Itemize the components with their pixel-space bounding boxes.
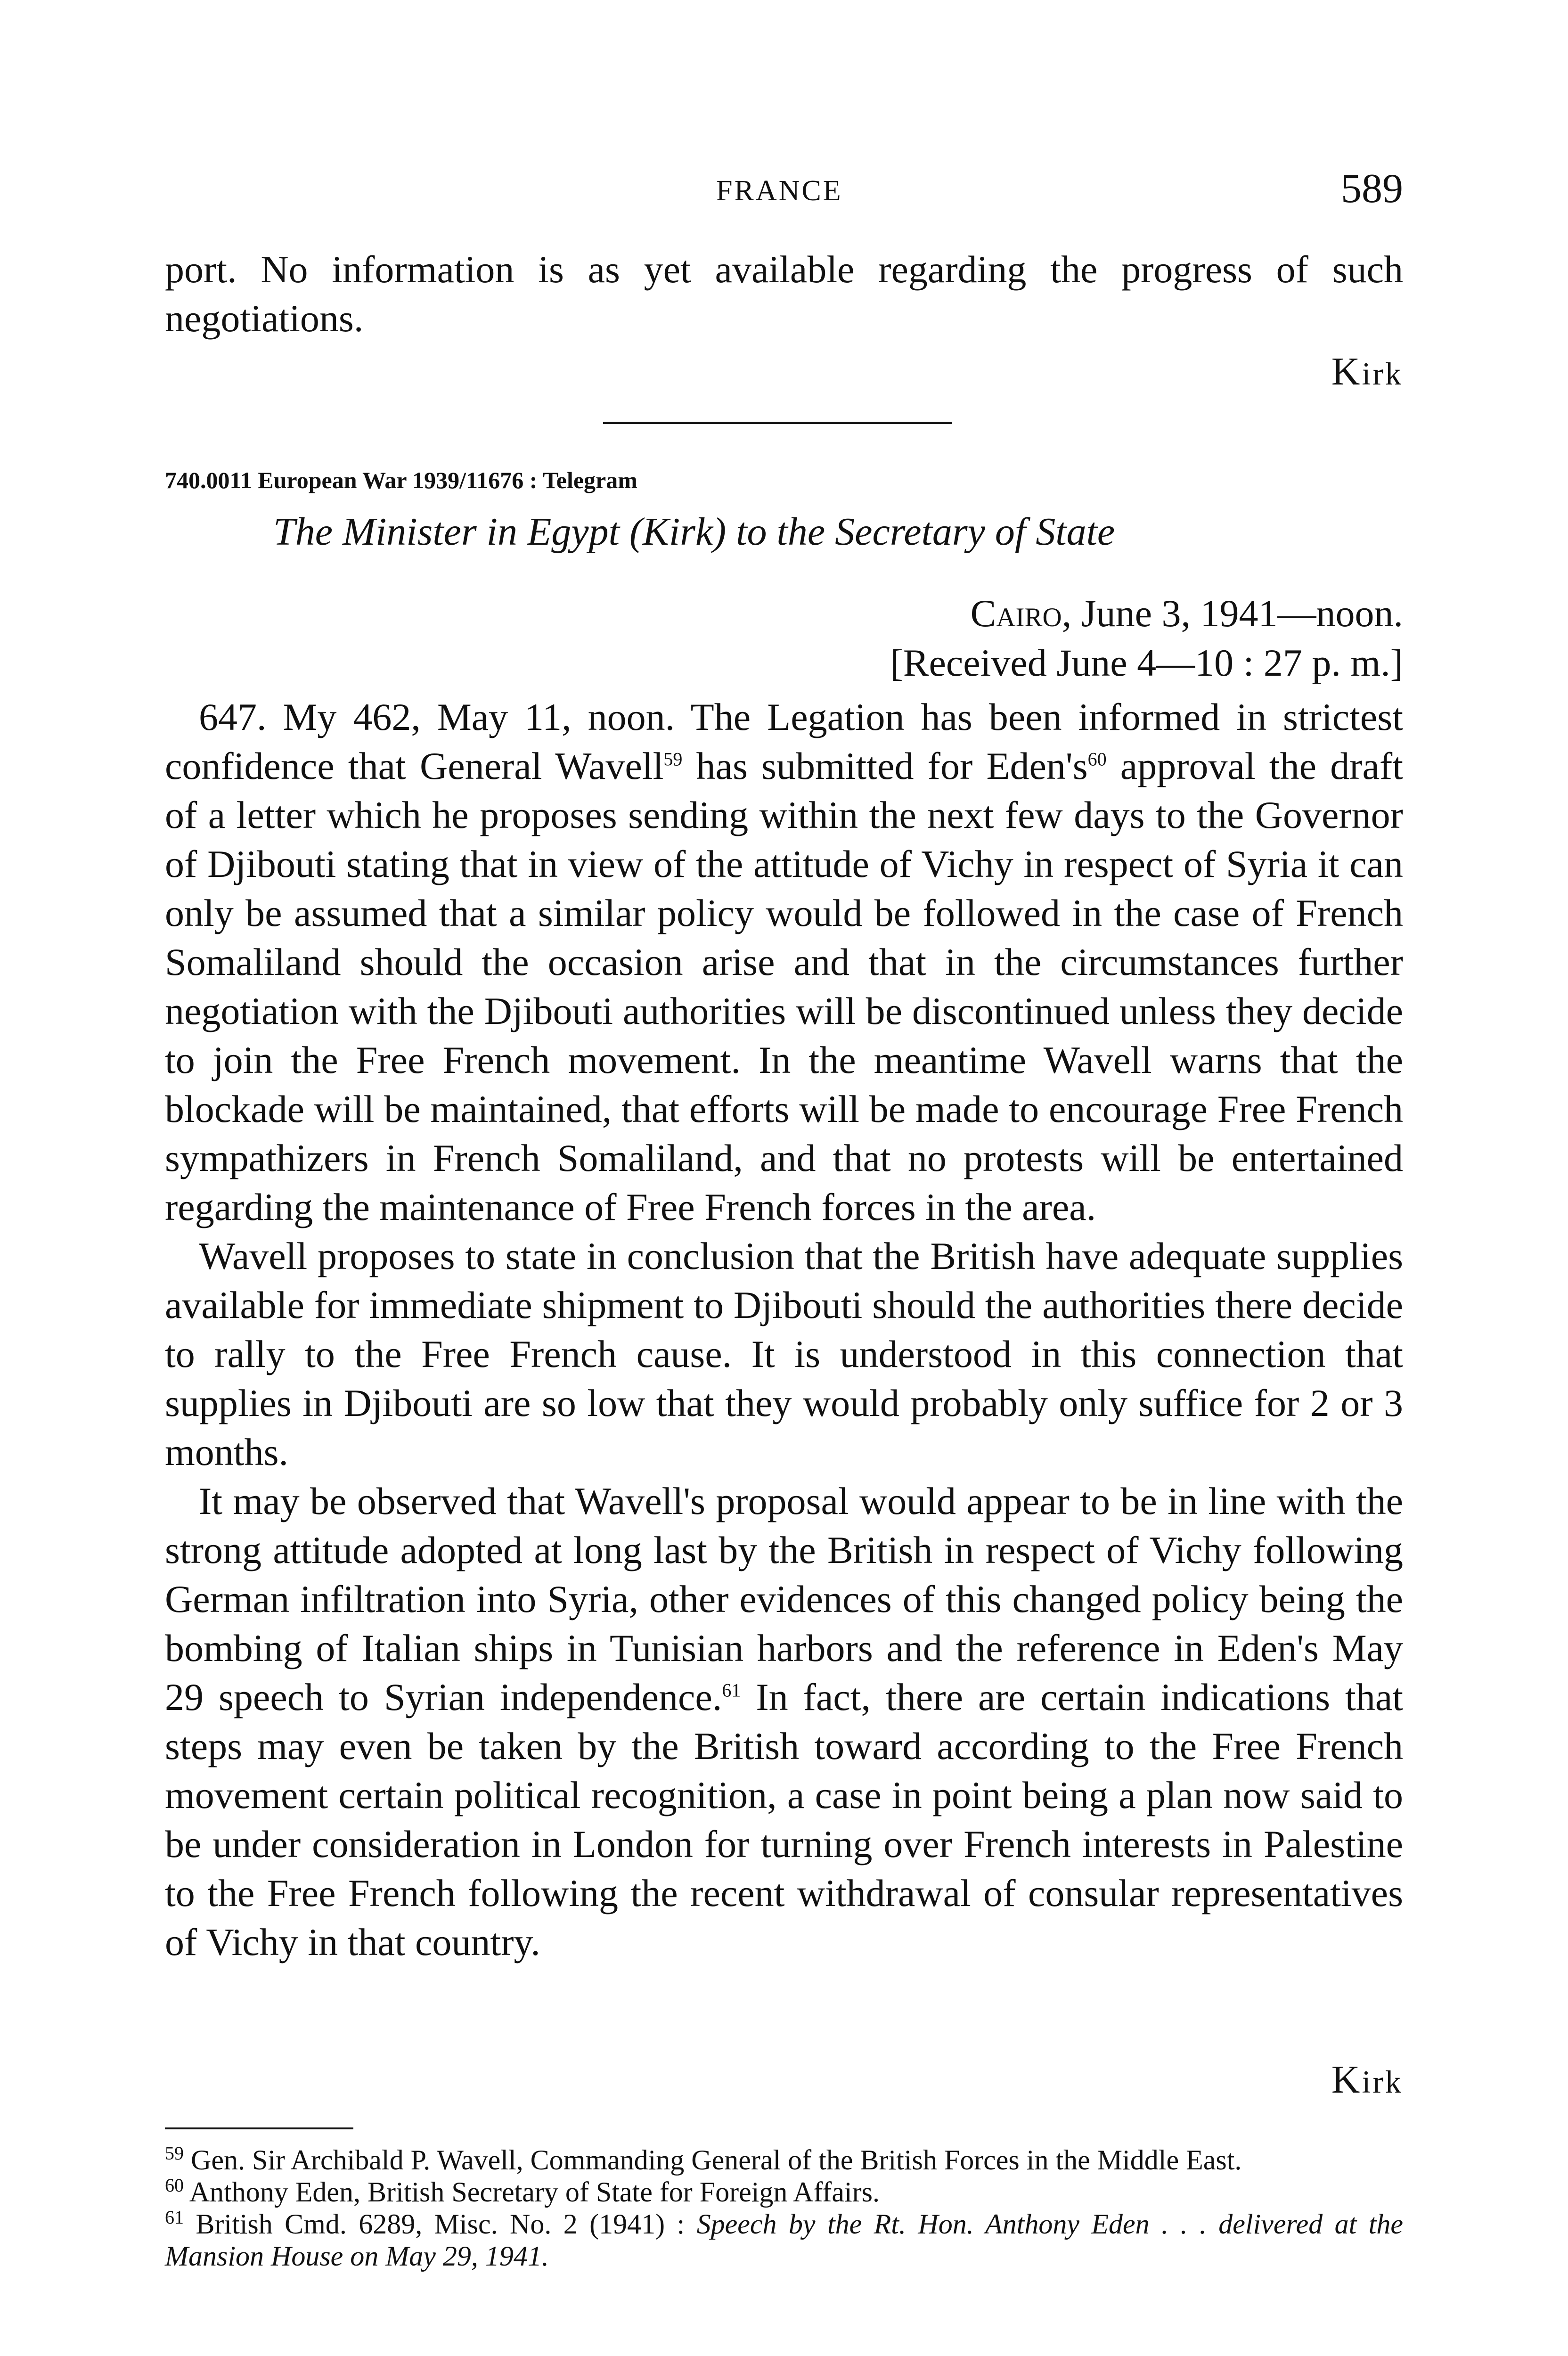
file-reference: 740.0011 European War 1939/11676 : Telegram — [165, 467, 637, 493]
dateline-place: Cairo — [970, 592, 1062, 635]
dateline-date: , June 3, 1941—noon. — [1062, 592, 1403, 635]
footnotes — [165, 2144, 1403, 2272]
footnote-ref-61[interactable]: 61 — [722, 1679, 741, 1701]
paragraph-1: 647. My 462, May 11, noon. The Legation has been informed in strictest confidence that General Wavell$^{59}$ has submitted for $Eden's^{60}$ approval the draft of a letter which he proposes sending within the next few days to the Governor of Djibouti stating that in view of the attitude of Vichy in respect of Syria it can only be assumed that a similar policy would be followed in the case of French Somaliland should the occasion arise and that in the circumstances further negotiation with the Djibouti authorities will be discontinued unless they decide to join the Free French movement. In the meantime Wavell warns that the blockade will be maintained, that efforts will be made to encourage Free French sympathizers in French Somaliland, and that no protests will be entertained regarding the maintenance of Free French forces in the area. — [165, 695, 1404, 1228]
intro-signature: Kirk — [1331, 350, 1403, 393]
closing-signature: Kirk — [1331, 2058, 1403, 2102]
footnote-ref-59[interactable]: 59 — [663, 748, 683, 770]
footnote-ref-60[interactable]: 60 — [1087, 748, 1107, 770]
intro-paragraph: port. No information is as yet available regarding the progress of such negotiations. — [165, 248, 1403, 340]
telegram-body — [165, 693, 1403, 1967]
received-line: [Received June 4—10 : 27 p. m.] — [890, 641, 1403, 684]
footnote-60: $^{60}$ Anthony Eden, British Secretary of State for Foreign Affairs. — [165, 2175, 880, 2208]
dateline — [971, 591, 1403, 636]
document-title: The Minister in Egypt (Kirk) to the Secretary of State — [273, 510, 1115, 554]
running-head: FRANCE — [716, 175, 843, 207]
paragraph-2: Wavell proposes to state in conclusion that the British have adequate supplies available for immediate shipment to Djibouti should the authorities there decide to rally to the Free French cause. It is understood in this connection that supplies in Djibouti are so low that they would probably only suffice for 2 or 3 months. — [165, 1235, 1403, 1473]
page-number: 589 — [1341, 166, 1403, 212]
footnote-59: $^{59}$ Gen. Sir Archibald P. Wavell, Commanding General of the British Forces in the Middle East. — [165, 2143, 1242, 2176]
paragraph-3: It may be observed that Wavell's proposal would appear to be in line with the strong attitude adopted at long last by the British in respect of Vichy following German infiltration into Syria, other evidences of this changed policy being the bombing of Italian ships in Tunisian harbors and the reference in Eden's May 29 speech to Syrian independence.$^{61}$ In fact, there are certain indications that steps may even be taken by the British toward according to the Free French movement certain political recognition, a case in point being a plan now said to be under consideration in London for turning over French interests in Palestine to the Free French following the recent withdrawal of consular representatives of Vichy in that country. — [165, 1480, 1403, 1963]
footnote-61: $^{61}$ British Cmd. 6289, Misc. No. 2 (1941) : Speech by the Rt. Hon. Anthony Eden . . . delivered at the Mansion House on May 29, 1941. — [165, 2207, 1403, 2272]
section-divider — [603, 422, 952, 424]
footnote-divider — [165, 2127, 353, 2129]
